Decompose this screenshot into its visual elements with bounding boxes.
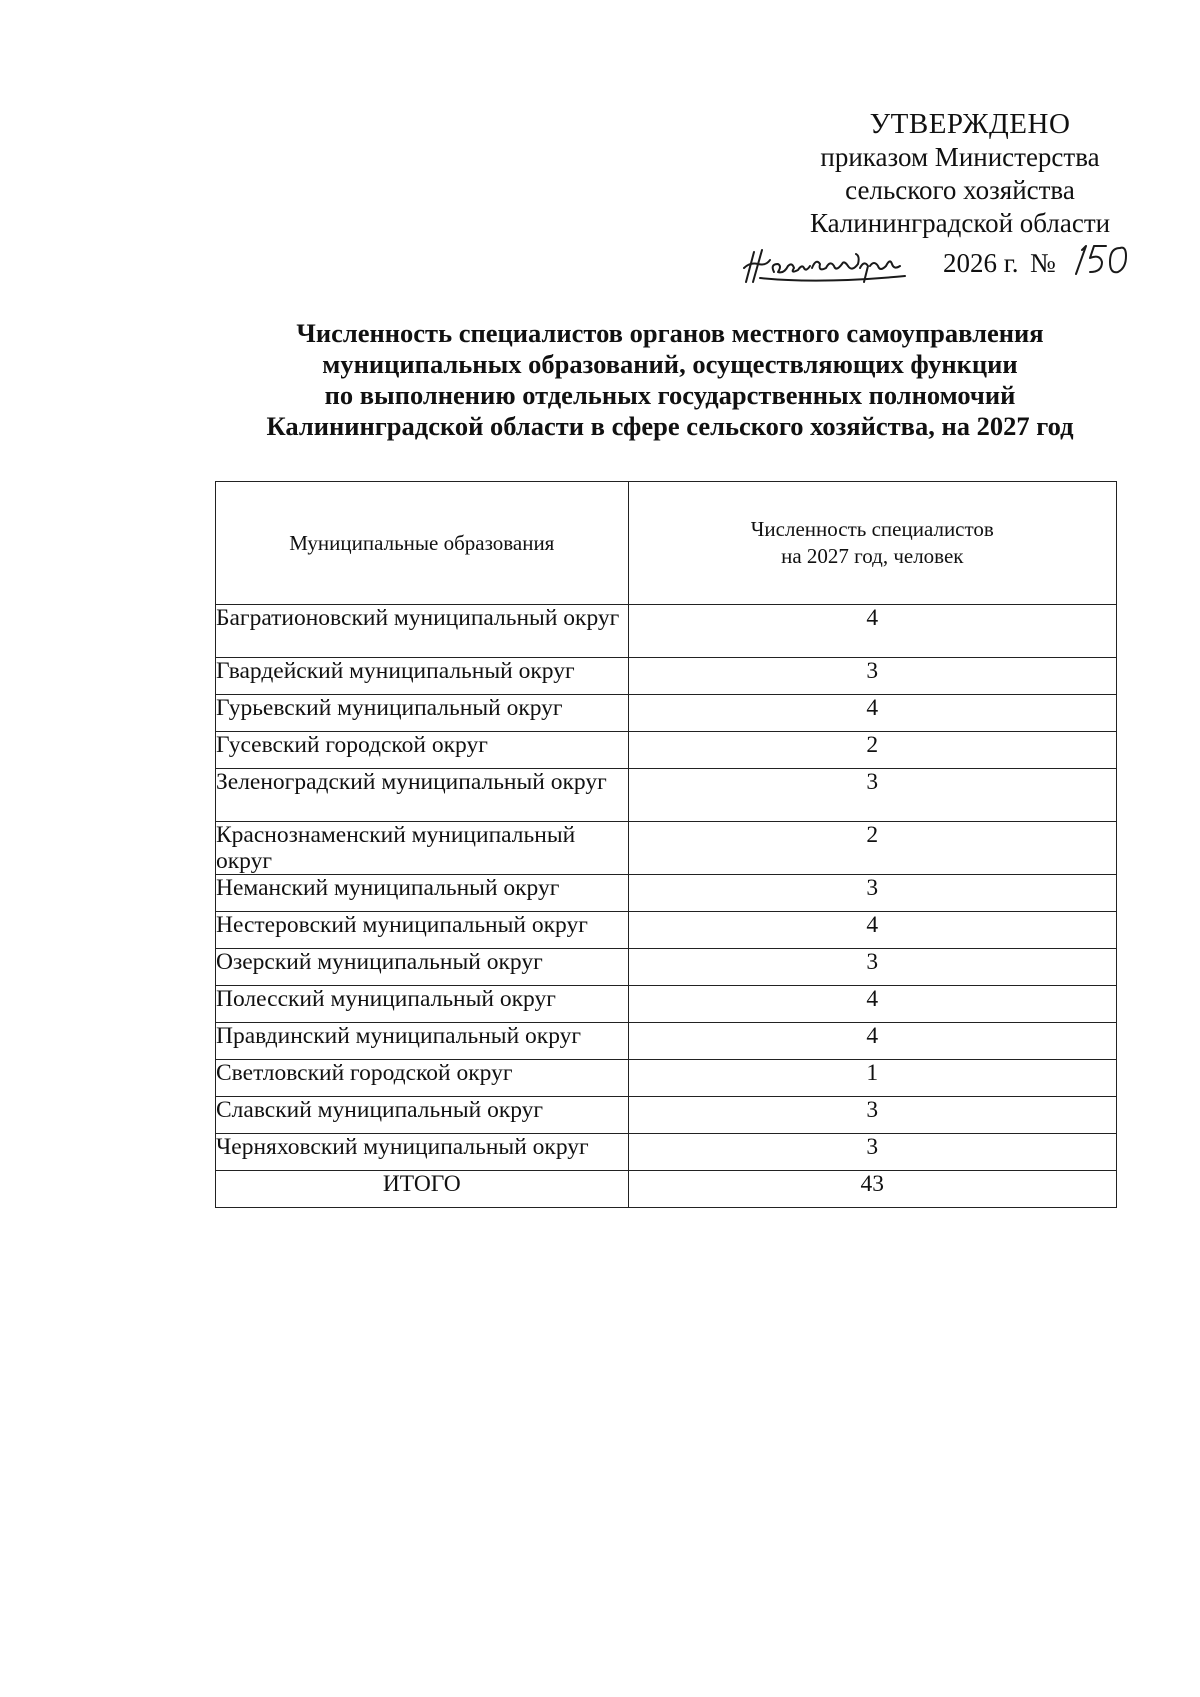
table-row	[216, 1134, 1117, 1171]
table-row	[216, 822, 1117, 875]
table-row	[216, 1023, 1117, 1060]
municipality-name: Неманский муниципальный округ	[216, 875, 629, 912]
municipality-name: Полесский муниципальный округ	[216, 986, 629, 1023]
total-count: 43	[628, 1171, 1116, 1208]
municipality-name: Черняховский муниципальный округ	[216, 1134, 629, 1171]
title-line-2: муниципальных образований, осуществляющих функции	[322, 349, 1018, 379]
table-row	[216, 769, 1117, 822]
order-year: 2026 г.	[943, 248, 1019, 278]
specialists-count: 4	[628, 1023, 1116, 1060]
approval-line-3: Калининградской области	[809, 208, 1111, 238]
municipality-name: Гусевский городской округ	[216, 732, 629, 769]
total-row	[216, 1171, 1117, 1208]
municipality-name: Нестеровский муниципальный округ	[216, 912, 629, 949]
municipality-name: Правдинский муниципальный округ	[216, 1023, 629, 1060]
table-row	[216, 605, 1117, 658]
specialists-count: 3	[628, 875, 1116, 912]
specialists-count: 4	[628, 912, 1116, 949]
specialists-count: 4	[628, 986, 1116, 1023]
specialists-count: 3	[628, 949, 1116, 986]
table-row	[216, 658, 1117, 695]
municipality-name: Краснознаменский муниципальный округ	[216, 822, 629, 875]
specialists-count: 3	[628, 769, 1116, 822]
header-municipalities	[216, 482, 629, 605]
specialists-count: 4	[628, 695, 1116, 732]
table-header-row	[216, 482, 1117, 605]
specialists-count: 3	[628, 1097, 1116, 1134]
number-sign: №	[1030, 248, 1056, 278]
specialists-count: 2	[628, 732, 1116, 769]
specialists-count: 1	[628, 1060, 1116, 1097]
handwritten-date-signature	[740, 238, 940, 288]
municipality-name: Гурьевский муниципальный округ	[216, 695, 629, 732]
specialists-table	[215, 481, 1117, 1208]
table-row	[216, 875, 1117, 912]
approval-block	[760, 108, 1160, 240]
table-row	[216, 949, 1117, 986]
header-municipalities-label: Муниципальные образования	[289, 530, 555, 555]
table-row	[216, 732, 1117, 769]
specialists-count: 2	[628, 822, 1116, 875]
municipality-name: Славский муниципальный округ	[216, 1097, 629, 1134]
header-specialists-count	[628, 482, 1116, 605]
header-count-line-2: на 2027 год, человек	[781, 544, 964, 568]
table-row	[216, 986, 1117, 1023]
document-title	[200, 318, 1140, 442]
specialists-count: 4	[628, 605, 1116, 658]
municipality-name: Светловский городской округ	[216, 1060, 629, 1097]
table-row	[216, 695, 1117, 732]
header-count-line-1: Численность специалистов	[750, 517, 994, 541]
title-line-4: Калининградской области в сфере сельского хозяйства, на 2027 год	[266, 411, 1074, 441]
title-line-3: по выполнению отдельных государственных полномочий	[324, 380, 1016, 410]
table-row	[216, 912, 1117, 949]
approval-line-2: сельского хозяйства	[845, 175, 1075, 205]
municipality-name: Багратионовский муниципальный округ	[216, 605, 629, 658]
table-row	[216, 1097, 1117, 1134]
handwritten-order-number	[1068, 240, 1138, 280]
approval-line-1: приказом Министерства	[820, 142, 1100, 172]
specialists-count: 3	[628, 1134, 1116, 1171]
municipality-name: Гвардейский муниципальный округ	[216, 658, 629, 695]
approved-heading: УТВЕРЖДЕНО	[869, 108, 1071, 140]
specialists-count: 3	[628, 658, 1116, 695]
table-row	[216, 1060, 1117, 1097]
municipality-name: Зеленоградский муниципальный округ	[216, 769, 629, 822]
total-label: ИТОГО	[216, 1171, 629, 1208]
order-date-line	[740, 238, 1160, 298]
title-line-1: Численность специалистов органов местного самоуправления	[296, 318, 1044, 348]
municipality-name: Озерский муниципальный округ	[216, 949, 629, 986]
